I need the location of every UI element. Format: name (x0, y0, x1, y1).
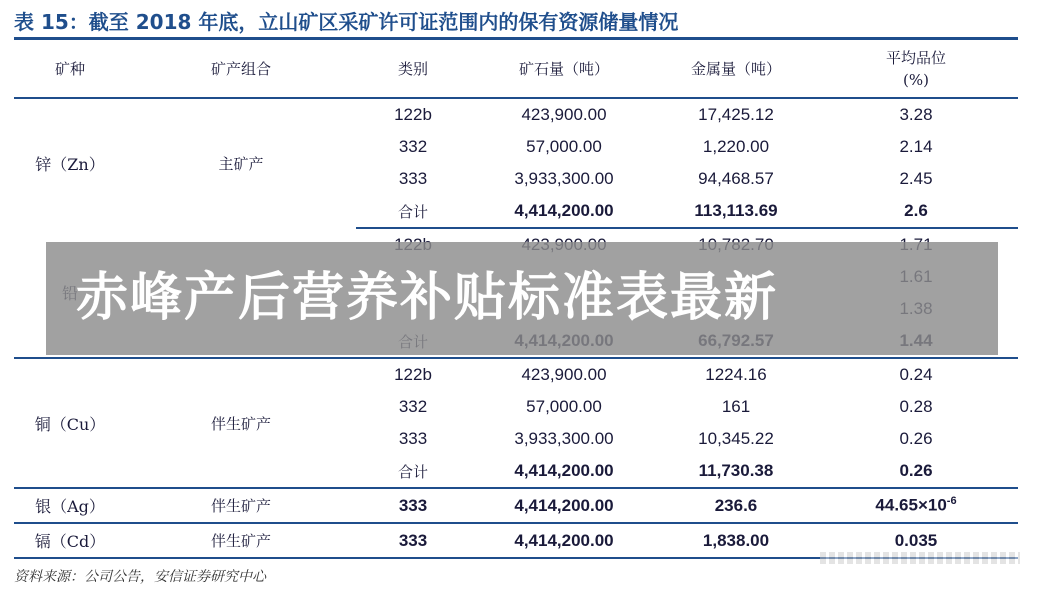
grade-cell: 0.26 (814, 455, 1018, 488)
grade-base: 44.65×10 (875, 495, 947, 515)
ore-cell: 57,000.00 (526, 137, 602, 156)
grade-cell: 2.14 (899, 137, 933, 156)
ore-cell: 4,414,200.00 (470, 488, 658, 523)
ore-cell: 57,000.00 (526, 397, 602, 416)
overlay-title: 赤峰产后营养补贴标准表最新 (76, 268, 779, 328)
combo-cell: 伴生矿产 (126, 488, 356, 523)
metal-cell: 161 (721, 397, 751, 416)
header-class: 类别 (356, 40, 470, 98)
class-cell: 333 (356, 488, 470, 523)
table-row (14, 98, 1018, 131)
metal-cell: 1,838.00 (658, 523, 814, 558)
ore-cell: 4,414,200.00 (470, 523, 658, 558)
header-metal: 金属量（吨） (658, 40, 814, 98)
ore-cell: 423,900.00 (521, 105, 607, 124)
ore-cell: 4,414,200.00 (470, 455, 658, 488)
grade-cell: 0.26 (899, 429, 933, 448)
grade-cell: 0.035 (814, 523, 1018, 558)
class-cell: 332 (398, 137, 428, 156)
mineral-cell: 铜（Cu） (14, 358, 126, 488)
combo-cell: 主矿产 (218, 155, 264, 173)
grade-cell: 2.45 (899, 169, 933, 188)
mineral-cell: 银（Ag） (14, 488, 126, 523)
metal-cell: 11,730.38 (658, 455, 814, 488)
class-cell: 333 (398, 169, 428, 188)
mineral-cell: 镉（Cd） (14, 523, 126, 558)
ore-cell: 423,900.00 (521, 365, 607, 384)
grade-cell: 2.6 (814, 195, 1018, 228)
header-grade-line1: 平均品位 (885, 48, 946, 67)
grade-cell: 0.28 (899, 397, 933, 416)
table-title: 表 15：截至 2018 年底，立山矿区采矿许可证范围内的保有资源储量情况 (14, 10, 679, 34)
metal-cell: 113,113.69 (658, 195, 814, 228)
metal-cell: 10,345.22 (698, 429, 774, 448)
header-grade-line2: (%) (903, 70, 929, 89)
source-note: 资料来源：公司公告，安信证券研究中心 (14, 569, 266, 585)
grade-cell: 3.28 (899, 105, 933, 124)
class-cell: 合计 (356, 455, 470, 488)
mineral-cell: 锌（Zn） (35, 155, 105, 174)
ore-cell: 3,933,300.00 (514, 169, 614, 188)
class-cell: 122b (394, 105, 432, 124)
header-row (14, 40, 1018, 98)
table-row (14, 488, 1018, 523)
combo-cell: 伴生矿产 (126, 358, 356, 488)
grade-cell: 0.24 (899, 365, 933, 384)
class-cell: 合计 (356, 195, 470, 228)
metal-cell: 94,468.57 (698, 169, 774, 188)
metal-cell: 17,425.12 (698, 105, 774, 124)
ore-cell: 3,933,300.00 (514, 429, 614, 448)
header-mineral: 矿种 (14, 40, 126, 98)
class-cell: 333 (356, 523, 470, 558)
metal-cell: 1224.16 (705, 365, 767, 384)
combo-cell: 伴生矿产 (126, 523, 356, 558)
metal-cell: 1,220.00 (702, 137, 770, 156)
header-grade (814, 40, 1018, 98)
class-cell: 332 (398, 397, 428, 416)
header-ore: 矿石量（吨） (470, 40, 658, 98)
metal-cell: 236.6 (658, 488, 814, 523)
grade-cell (814, 488, 1018, 523)
grade-exponent: -6 (946, 495, 957, 508)
class-cell: 333 (398, 429, 428, 448)
class-cell: 122b (394, 365, 432, 384)
table-row (14, 358, 1018, 391)
header-combo: 矿产组合 (126, 40, 356, 98)
watermark (820, 552, 1020, 564)
ore-cell: 4,414,200.00 (470, 195, 658, 228)
